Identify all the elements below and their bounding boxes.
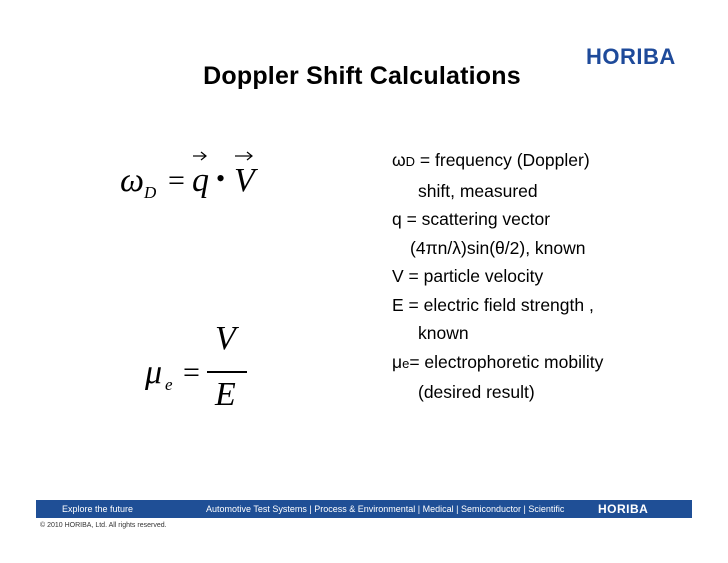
definition-mu-cont: (desired result)	[418, 382, 535, 402]
q-symbol: q	[192, 162, 209, 199]
lambda-symbol: λ	[452, 237, 461, 258]
equals-sign: =	[183, 356, 200, 389]
mu-sub-text: e	[402, 355, 410, 371]
mu-symbol: μ	[145, 354, 163, 391]
definition-q-formula	[392, 234, 712, 263]
theta-symbol: θ	[495, 237, 505, 258]
v-vector-arrow	[234, 150, 254, 162]
horiba-logo: HORIBA	[586, 44, 676, 69]
omega-text: ω	[392, 150, 406, 170]
q-vector-arrow	[192, 150, 208, 162]
footer-logo: HORIBA	[598, 502, 649, 516]
definition-e-cont: known	[418, 323, 469, 343]
fraction-numerator: V	[215, 320, 236, 357]
fraction-denominator: E	[215, 376, 236, 413]
fraction-bar	[207, 371, 247, 373]
formula-part: )sin(	[461, 237, 496, 258]
footer-divisions: Automotive Test Systems | Process & Environmental | Medical | Semiconductor | Scientific	[206, 504, 565, 514]
doppler-equation	[120, 150, 290, 210]
definition-omega	[392, 146, 712, 177]
definition-e: E = electric field strength ,	[392, 294, 594, 315]
omega-subscript: D	[144, 183, 157, 202]
v-symbol: V	[234, 162, 255, 199]
definition-q: q = scattering vector	[392, 209, 551, 229]
omega-description: = frequency (Doppler)	[415, 150, 590, 170]
footer-tagline: Explore the future	[62, 504, 134, 514]
equals-sign: =	[168, 164, 185, 197]
mu-description: = electrophoretic mobility	[409, 351, 604, 372]
definition-omega-cont: shift, measured	[418, 180, 538, 201]
definitions-list	[392, 146, 712, 407]
formula-part: (4	[410, 237, 426, 258]
formula-part: /2), known	[504, 237, 586, 258]
omega-sub-text: D	[405, 154, 416, 169]
mu-subscript: e	[165, 375, 173, 394]
definition-v: V = particle velocity	[392, 266, 544, 286]
slide-title: Doppler Shift Calculations	[203, 62, 521, 90]
dot-product: •	[216, 164, 226, 193]
formula-part: n/	[437, 237, 453, 258]
mobility-equation	[145, 322, 265, 422]
copyright-notice: © 2010 HORIBA, Ltd. All rights reserved.	[40, 522, 167, 529]
definition-mu	[392, 348, 712, 379]
footer-bar	[36, 500, 692, 518]
omega-symbol: ω	[120, 162, 145, 199]
pi-symbol: π	[425, 237, 438, 258]
mu-text: μ	[392, 351, 403, 372]
